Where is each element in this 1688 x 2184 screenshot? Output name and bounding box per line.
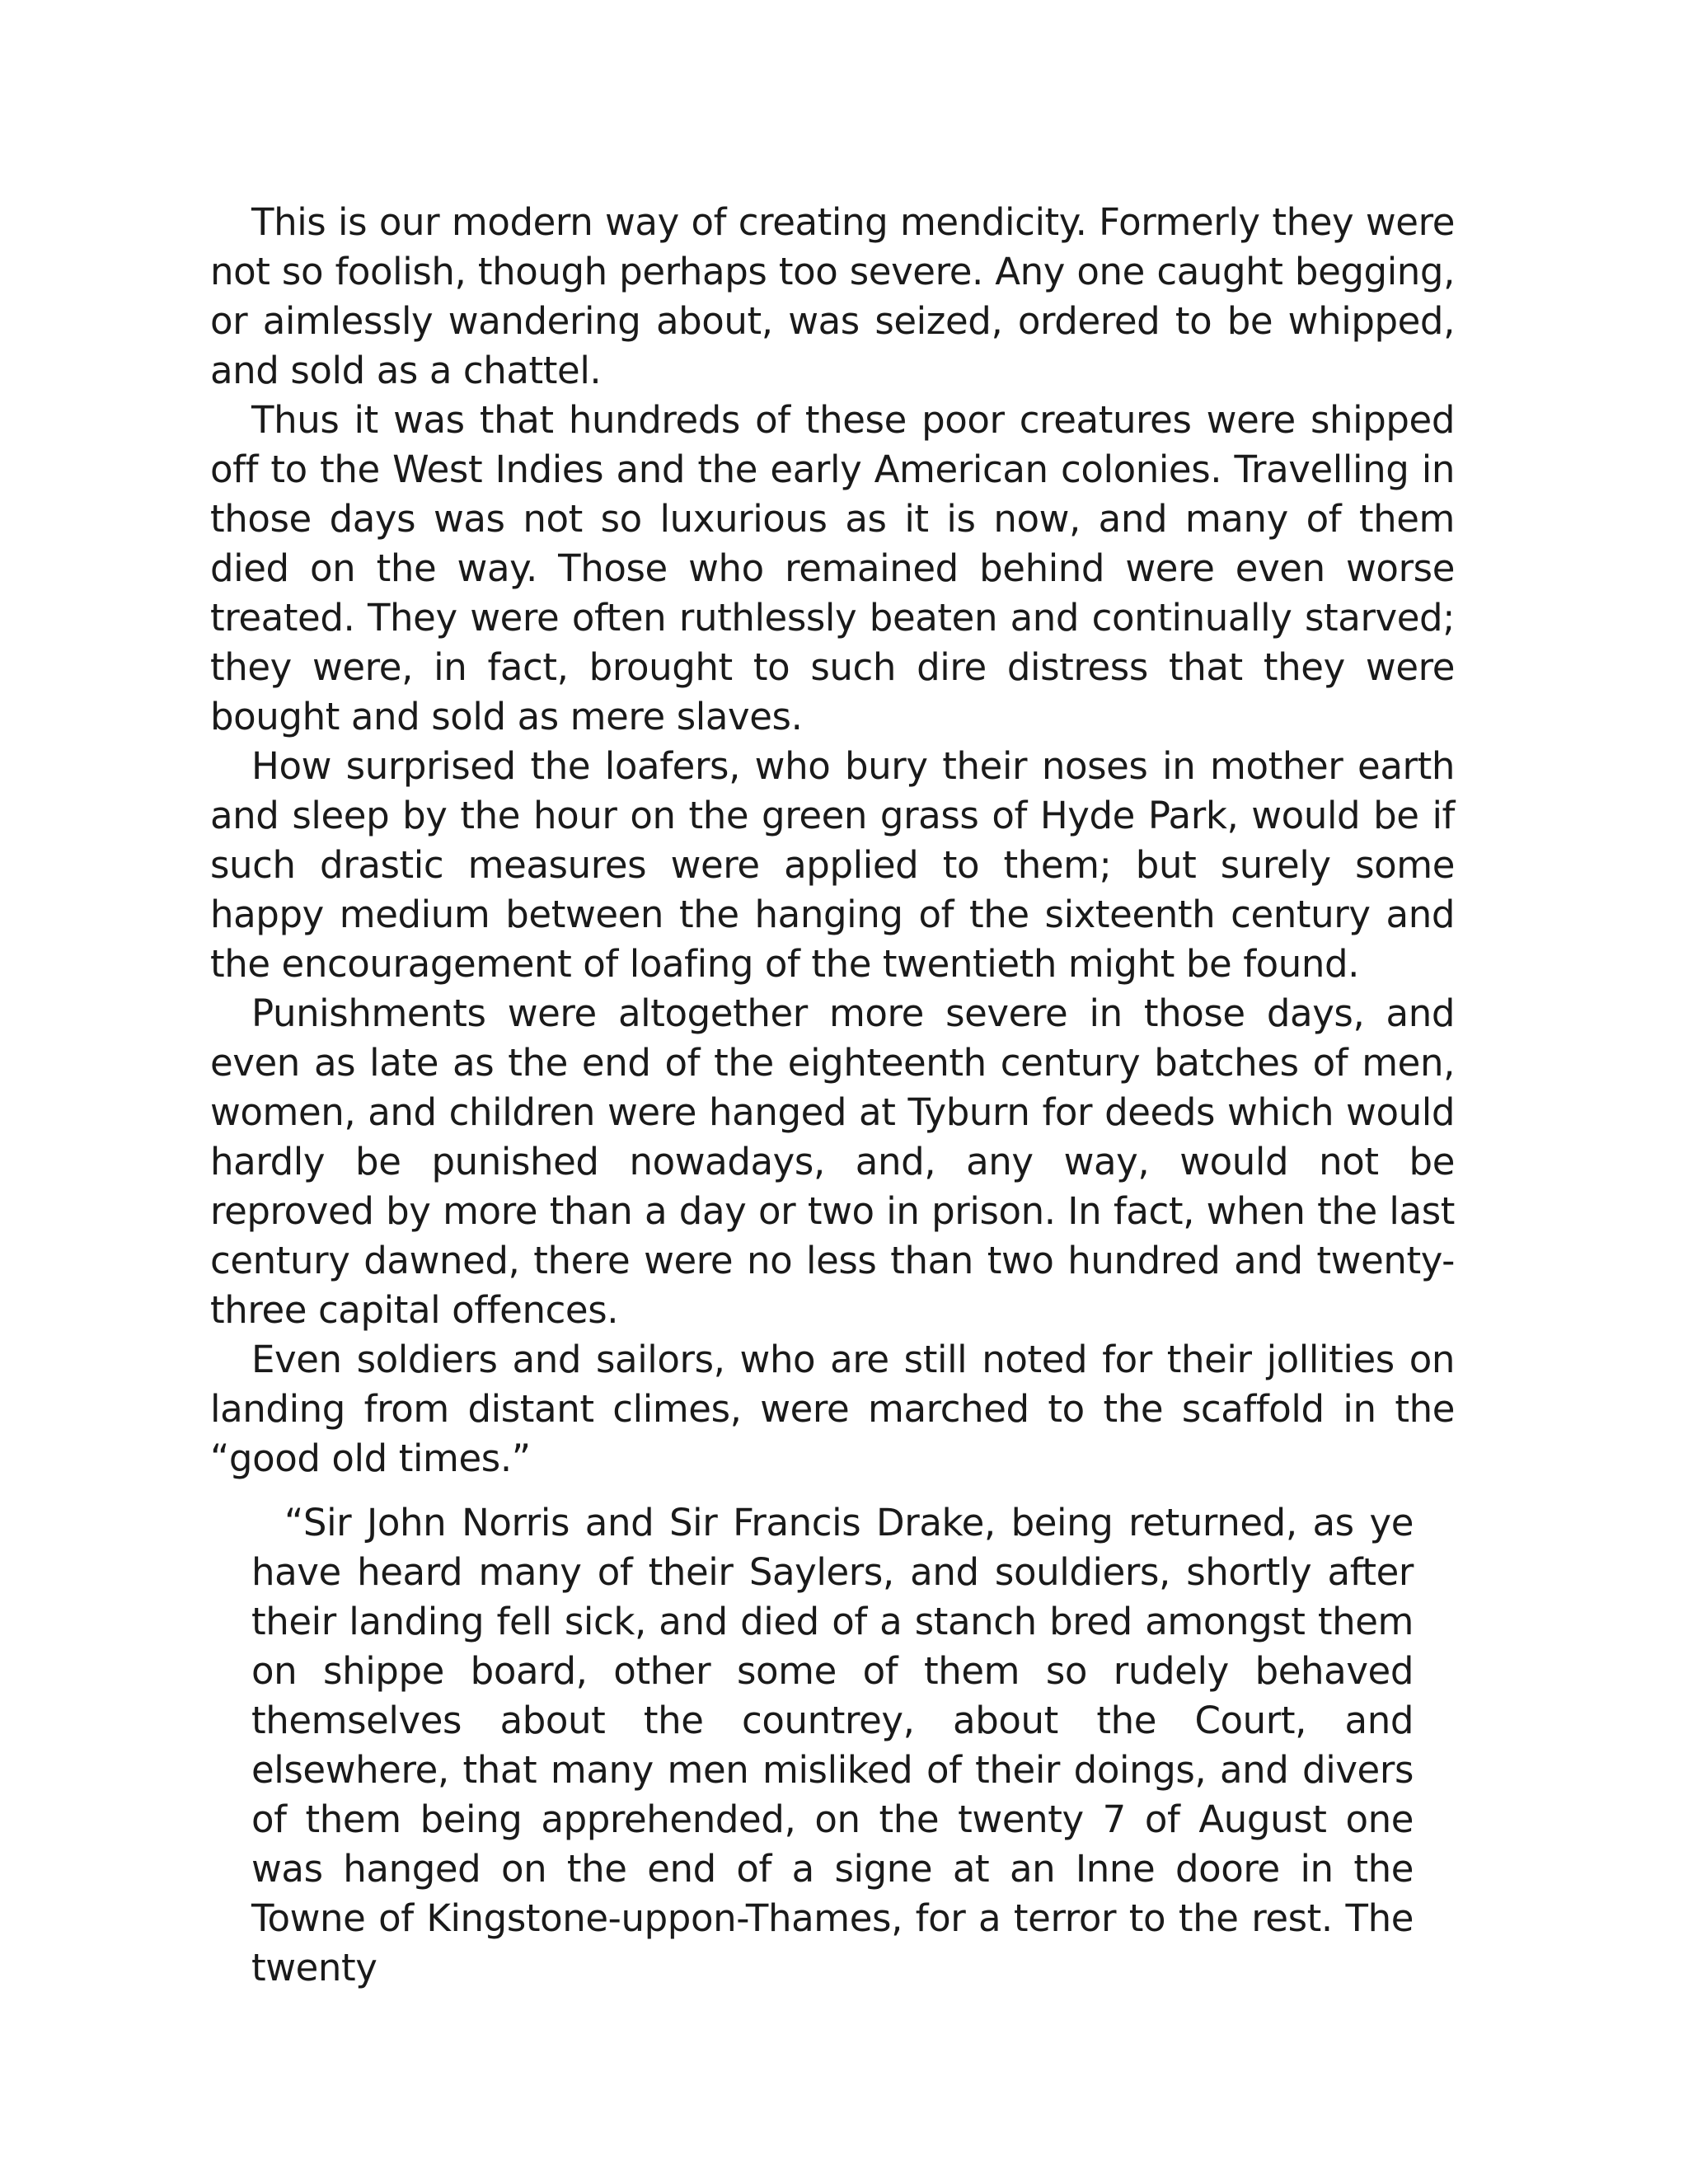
paragraph-loafers: How surprised the loafers, who bury their noses in mother earth and sleep by the hour on the green grass of Hyde Park, would be if such drastic measures were applied to them; but surely some happy medium between the hanging of the sixteenth century and the encouragement of loafing of the twentieth might be found. <box>210 744 1455 986</box>
body-text <box>210 198 1455 1483</box>
paragraph-punishments: Punishments were altogether more severe in those days, and even as late as the end of the eighteenth century batches of men, women, and children were hanged at Tyburn for deeds which would hardly be punished nowadays, and, any way, would not be reproved by more than a day or two in prison. In fact, when the last century dawned, there were no less than two hundred and twenty-three capital offences. <box>210 991 1455 1332</box>
quotation-text: “Sir John Norris and Sir Francis Drake, being returned, as ye have heard many of their Saylers, and souldiers, shortly after their landing fell sick, and died of a stanch bred amongst them on shippe board, other some of them so rudely behaved themselves about the countrey, about the Court, and elsewhere, that many men misliked of their doings, and divers of them being apprehended, on the twenty 7 of August one was hanged on the end of a signe at an Inne doore in the Towne of Kingstone-uppon-Thames, for a terror to the rest. The twenty <box>251 1501 1414 1990</box>
paragraph-mendicity: This is our modern way of creating mendicity. Formerly they were not so foolish, though perhaps too severe. Any one caught begging, or aimlessly wandering about, was seized, ordered to be whipped, and sold as a chattel. <box>210 200 1455 392</box>
paragraph-west-indies: Thus it was that hundreds of these poor creatures were shipped off to the West Indies and the early American colonies. Travelling in those days was not so luxurious as it is now, and many of them died on the way. Those who remained behind were even worse treated. They were often ruthlessly beaten and continually starved; they were, in fact, brought to such dire distress that they were bought and sold as mere slaves. <box>210 398 1455 738</box>
block-quotation <box>251 1498 1414 1993</box>
paragraph-soldiers-sailors: Even soldiers and sailors, who are still noted for their jollities on landing from distant climes, were marched to the scaffold in the “good old times.” <box>210 1338 1455 1480</box>
